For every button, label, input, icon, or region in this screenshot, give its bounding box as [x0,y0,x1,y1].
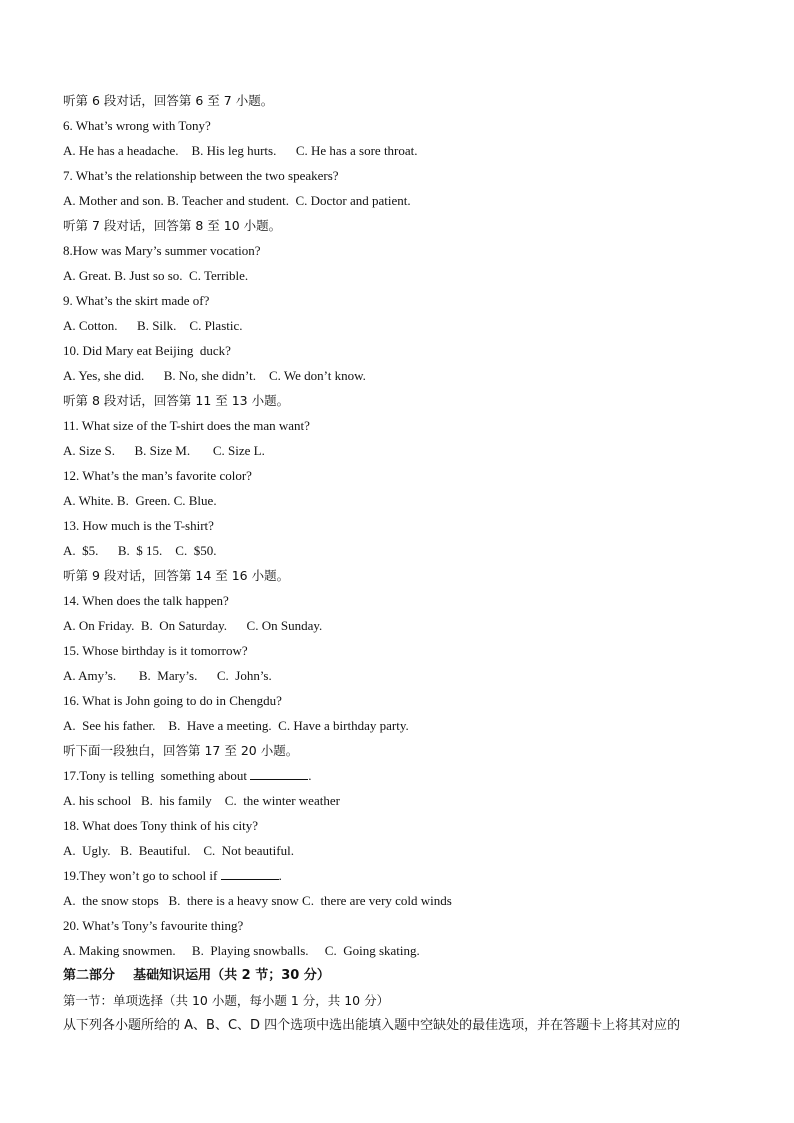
question-punctuation: . [278,868,282,883]
fill-blank-question [63,863,743,888]
answer-options: A. Amy’s. B. Mary’s. C. John’s. [63,668,272,683]
question-text: 6. What’s wrong with Tony? [63,118,211,133]
answer-options: A. $5. B. $ 15. C. $50. [63,543,217,558]
answer-options: A. Great. B. Just so so. C. Terrible. [63,268,249,283]
part-heading: 第二部分 基础知识运用（共 2 节；30 分） [63,968,330,983]
answer-options: A. Yes, she did. B. No, she didn’t. C. We don’t know. [63,368,366,383]
question-text: 17.Tony is telling something about [63,768,251,783]
section-instruction: 听第 7 段对话，回答第 8 至 10 小题。 [63,218,282,233]
answer-options: A. He has a headache. B. His leg hurts. C. He has a sore throat. [63,143,418,158]
instruction-text: 从下列各小题所给的 A、B、C、D 四个选项中选出能填入题中空缺处的最佳选项，并在答题卡上将其对应的 [63,1018,681,1033]
question-text: 15. Whose birthday is it tomorrow? [63,643,248,658]
answer-options: A. Cotton. B. Silk. C. Plastic. [63,318,243,333]
answer-options: A. his school B. his family C. the winter weather [63,793,340,808]
question-text: 18. What does Tony think of his city? [63,818,259,833]
question-text: 11. What size of the T-shirt does the man want? [63,418,310,433]
answer-blank [221,865,279,880]
answer-options: A. Size S. B. Size M. C. Size L. [63,443,265,458]
question-text: 8.How was Mary’s summer vocation? [63,243,261,258]
answer-options: A. Ugly. B. Beautiful. C. Not beautiful. [63,843,294,858]
fill-blank-question [63,763,743,788]
section-instruction: 听下面一段独白，回答第 17 至 20 小题。 [63,743,299,758]
question-text: 16. What is John going to do in Chengdu? [63,693,282,708]
question-text: 13. How much is the T-shirt? [63,518,214,533]
answer-blank [250,765,308,780]
section-instruction: 听第 6 段对话，回答第 6 至 7 小题。 [63,93,274,108]
question-text: 14. When does the talk happen? [63,593,229,608]
section-instruction: 听第 8 段对话，回答第 11 至 13 小题。 [63,393,290,408]
answer-options: A. the snow stops B. there is a heavy snow C. there are very cold winds [63,893,452,908]
question-text: 20. What’s Tony’s favourite thing? [63,918,244,933]
question-text: 9. What’s the skirt made of? [63,293,210,308]
question-punctuation: . [308,768,312,783]
section-instruction: 听第 9 段对话，回答第 14 至 16 小题。 [63,568,290,583]
answer-options: A. On Friday. B. On Saturday. C. On Sunday. [63,618,323,633]
answer-options: A. See his father. B. Have a meeting. C. Have a birthday party. [63,718,409,733]
answer-options: A. White. B. Green. C. Blue. [63,493,217,508]
answer-options: A. Making snowmen. B. Playing snowballs. C. Going skating. [63,943,420,958]
question-text: 7. What’s the relationship between the two speakers? [63,168,339,183]
answer-options: A. Mother and son. B. Teacher and student. C. Doctor and patient. [63,193,411,208]
exam-content [63,88,743,1038]
section-subheading: 第一节：单项选择（共 10 小题，每小题 1 分，共 10 分） [63,993,390,1008]
question-text: 19.They won’t go to school if [63,868,221,883]
question-text: 12. What’s the man’s favorite color? [63,468,252,483]
question-text: 10. Did Mary eat Beijing duck? [63,343,231,358]
